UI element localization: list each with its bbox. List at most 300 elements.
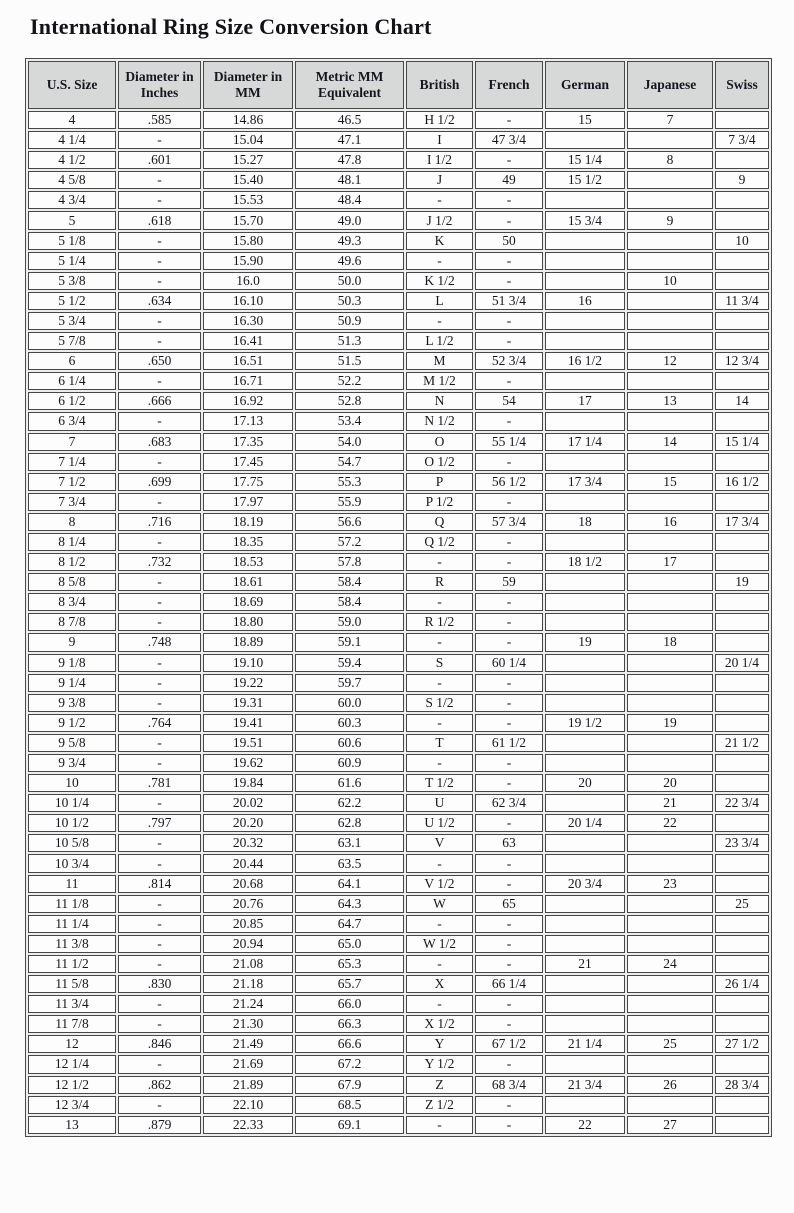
table-cell [545,694,625,712]
table-cell: - [118,593,201,611]
table-cell [627,453,713,471]
table-cell [715,412,769,430]
table-cell: 68.5 [295,1096,404,1114]
table-cell: - [475,754,543,772]
table-cell: 12 1/4 [28,1055,116,1073]
table-cell: 15.40 [203,171,293,189]
table-cell: 62.8 [295,814,404,832]
table-cell [715,694,769,712]
table-cell: 15.90 [203,252,293,270]
table-cell [627,854,713,872]
table-cell: - [475,774,543,792]
table-cell: - [475,915,543,933]
table-cell: - [118,754,201,772]
table-cell: 19.62 [203,754,293,772]
table-cell: 55.9 [295,493,404,511]
table-cell [627,593,713,611]
table-cell [545,1055,625,1073]
table-cell: - [118,613,201,631]
table-cell: 56.6 [295,513,404,531]
table-cell [715,151,769,169]
table-cell: 18 [545,513,625,531]
table-cell [545,734,625,752]
table-cell: 6 3/4 [28,412,116,430]
table-cell: - [475,593,543,611]
table-cell: 65.7 [295,975,404,993]
table-cell [715,272,769,290]
table-cell [627,412,713,430]
table-cell: 59.0 [295,613,404,631]
table-cell: 21 [627,794,713,812]
table-cell: 4 [28,111,116,129]
table-cell: 64.3 [295,895,404,913]
table-cell: 18.61 [203,573,293,591]
table-row [28,955,769,973]
table-cell: 11 [28,875,116,893]
table-cell: 19.51 [203,734,293,752]
table-cell: 7 1/2 [28,473,116,491]
table-cell: 8 3/4 [28,593,116,611]
table-cell: W [406,895,473,913]
table-cell: 13 [28,1116,116,1134]
table-cell: 12 3/4 [28,1096,116,1114]
table-cell [627,573,713,591]
table-cell: 21.08 [203,955,293,973]
table-cell: - [406,312,473,330]
table-cell: 7 3/4 [28,493,116,511]
table-cell [545,854,625,872]
table-cell [627,1055,713,1073]
table-row [28,131,769,149]
table-cell: 11 3/4 [28,995,116,1013]
table-cell: 64.7 [295,915,404,933]
table-cell [715,995,769,1013]
table-cell: 5 3/8 [28,272,116,290]
table-cell: J [406,171,473,189]
table-cell: .699 [118,473,201,491]
table-cell: 16 [545,292,625,310]
table-cell: 59.4 [295,654,404,672]
table-cell: Y 1/2 [406,1055,473,1073]
table-cell [715,613,769,631]
table-cell: P [406,473,473,491]
table-cell: - [406,854,473,872]
table-cell: 20.76 [203,895,293,913]
table-cell: 21.30 [203,1015,293,1033]
table-cell: 19 1/2 [545,714,625,732]
table-cell: 20.44 [203,854,293,872]
table-cell: K 1/2 [406,272,473,290]
table-cell: 18.53 [203,553,293,571]
table-cell: 59.7 [295,674,404,692]
table-cell: - [475,1096,543,1114]
table-cell: - [475,533,543,551]
table-cell: 61 1/2 [475,734,543,752]
table-cell: .797 [118,814,201,832]
table-cell: M [406,352,473,370]
table-cell: L [406,292,473,310]
table-cell [627,654,713,672]
table-row [28,814,769,832]
table-header [28,61,769,109]
table-cell: 17 [627,553,713,571]
table-cell: .683 [118,433,201,451]
table-cell: - [475,814,543,832]
table-cell: 19.10 [203,654,293,672]
table-cell [545,272,625,290]
table-cell: 50.3 [295,292,404,310]
table-cell: 20.68 [203,875,293,893]
table-cell: 25 [627,1035,713,1053]
table-cell [715,1096,769,1114]
table-cell: - [475,1015,543,1033]
table-cell: - [475,1116,543,1134]
table-cell: 11 5/8 [28,975,116,993]
table-cell: 15 1/2 [545,171,625,189]
table-cell: Q [406,513,473,531]
table-row [28,211,769,229]
table-cell: - [475,332,543,350]
table-cell: 5 7/8 [28,332,116,350]
table-cell: Z [406,1076,473,1094]
table-cell: 26 1/4 [715,975,769,993]
table-cell: 17.97 [203,493,293,511]
table-row [28,111,769,129]
table-cell: 24 [627,955,713,973]
table-cell [545,613,625,631]
table-cell: 9 3/8 [28,694,116,712]
table-cell: - [475,674,543,692]
table-cell: 16.71 [203,372,293,390]
table-cell: 19.84 [203,774,293,792]
table-row [28,473,769,491]
table-cell: 16.51 [203,352,293,370]
table-cell: 58.4 [295,573,404,591]
table-cell: U 1/2 [406,814,473,832]
table-cell: - [118,834,201,852]
table-cell: 19 [715,573,769,591]
table-cell [545,573,625,591]
table-header-row [28,61,769,109]
table-cell: 17.45 [203,453,293,471]
table-row [28,352,769,370]
table-cell: 66 1/4 [475,975,543,993]
table-row [28,935,769,953]
table-cell: 15.04 [203,131,293,149]
table-cell: 19.31 [203,694,293,712]
table-cell: 18 1/2 [545,553,625,571]
table-cell: 22 [545,1116,625,1134]
table-cell: K [406,232,473,250]
table-cell [715,674,769,692]
table-row [28,191,769,209]
table-cell [715,211,769,229]
table-cell: - [118,895,201,913]
table-cell [545,593,625,611]
table-cell: 22 [627,814,713,832]
table-cell: - [118,654,201,672]
page-title: International Ring Size Conversion Chart [30,14,432,39]
table-cell: 6 1/2 [28,392,116,410]
table-cell: 63.5 [295,854,404,872]
table-cell: H 1/2 [406,111,473,129]
table-cell: 17 3/4 [545,473,625,491]
table-cell: I [406,131,473,149]
table-cell [545,372,625,390]
table-cell: 18.89 [203,633,293,651]
table-cell: 60.3 [295,714,404,732]
table-cell: - [406,593,473,611]
table-row [28,292,769,310]
table-cell: 66.0 [295,995,404,1013]
table-cell [545,1015,625,1033]
table-cell: .781 [118,774,201,792]
table-cell: J 1/2 [406,211,473,229]
table-row [28,633,769,651]
table-cell: - [475,995,543,1013]
table-cell [627,613,713,631]
table-cell: 20 3/4 [545,875,625,893]
table-cell: R [406,573,473,591]
table-cell: T [406,734,473,752]
table-cell: 20.20 [203,814,293,832]
table-cell: - [118,995,201,1013]
table-cell [627,915,713,933]
table-cell [627,131,713,149]
table-row [28,895,769,913]
table-cell: 15.70 [203,211,293,229]
table-cell: - [118,533,201,551]
table-cell: 55.3 [295,473,404,491]
table-cell: 56 1/2 [475,473,543,491]
table-cell: 16 1/2 [545,352,625,370]
table-row [28,875,769,893]
table-cell [627,332,713,350]
table-row [28,674,769,692]
table-cell: 10 [715,232,769,250]
table-cell: X [406,975,473,993]
table-cell: 9 5/8 [28,734,116,752]
table-cell: 15 3/4 [545,211,625,229]
table-cell: 10 [627,272,713,290]
column-header: British [406,61,473,109]
table-cell: - [406,674,473,692]
table-row [28,252,769,270]
table-cell: .764 [118,714,201,732]
table-cell: 15 [627,473,713,491]
table-cell: - [118,573,201,591]
table-cell: 16.0 [203,272,293,290]
table-cell: 7 3/4 [715,131,769,149]
table-cell: R 1/2 [406,613,473,631]
table-cell [715,191,769,209]
table-cell [715,633,769,651]
table-cell: P 1/2 [406,493,473,511]
table-cell [627,834,713,852]
table-cell: 61.6 [295,774,404,792]
table-cell: 15.80 [203,232,293,250]
table-cell: 10 [28,774,116,792]
table-cell: 9 1/4 [28,674,116,692]
table-row [28,573,769,591]
table-cell: 17 1/4 [545,433,625,451]
table-cell: 21.18 [203,975,293,993]
table-cell [545,252,625,270]
table-cell: 67.2 [295,1055,404,1073]
table-cell [545,674,625,692]
table-row [28,714,769,732]
table-cell: 28 3/4 [715,1076,769,1094]
table-cell: 59 [475,573,543,591]
table-cell: 20 1/4 [715,654,769,672]
table-cell: 15 1/4 [545,151,625,169]
table-cell: 49.0 [295,211,404,229]
table-cell: - [118,252,201,270]
table-cell: - [406,1116,473,1134]
table-cell: - [118,493,201,511]
table-cell: - [475,453,543,471]
table-cell [545,834,625,852]
table-cell [545,1096,625,1114]
table-cell: 62.2 [295,794,404,812]
table-cell: - [118,171,201,189]
table-cell: 19.22 [203,674,293,692]
table-cell: 21 1/2 [715,734,769,752]
table-cell: 20.94 [203,935,293,953]
table-cell: U [406,794,473,812]
table-cell [627,895,713,913]
table-cell [715,854,769,872]
table-cell: 47.8 [295,151,404,169]
table-cell: - [118,694,201,712]
table-row [28,1096,769,1114]
table-cell: 51.3 [295,332,404,350]
table-cell: 16.10 [203,292,293,310]
table-cell: 17.35 [203,433,293,451]
table-cell: - [475,935,543,953]
table-cell: 52 3/4 [475,352,543,370]
table-cell: 8 [28,513,116,531]
table-cell: 7 [627,111,713,129]
table-cell [715,553,769,571]
table-cell: 20.02 [203,794,293,812]
table-cell: 53.4 [295,412,404,430]
table-cell: 46.5 [295,111,404,129]
table-cell [627,372,713,390]
table-cell: - [475,211,543,229]
table-cell: - [406,955,473,973]
table-cell: - [406,633,473,651]
table-row [28,613,769,631]
table-cell: 11 3/8 [28,935,116,953]
table-cell: 62 3/4 [475,794,543,812]
table-cell: 12 [627,352,713,370]
table-cell: - [118,935,201,953]
table-cell: .879 [118,1116,201,1134]
table-cell: .716 [118,513,201,531]
table-cell: 17.75 [203,473,293,491]
table-cell: 4 5/8 [28,171,116,189]
table-cell: 9 [627,211,713,229]
table-cell: .814 [118,875,201,893]
table-cell: 8 5/8 [28,573,116,591]
table-row [28,1076,769,1094]
table-cell: T 1/2 [406,774,473,792]
table-cell [545,191,625,209]
table-cell: 21.89 [203,1076,293,1094]
table-cell [545,131,625,149]
table-cell [715,814,769,832]
table-cell: 57.8 [295,553,404,571]
table-cell: 48.1 [295,171,404,189]
table-cell: 22 3/4 [715,794,769,812]
table-cell [627,232,713,250]
table-cell: 20 1/4 [545,814,625,832]
table-cell: - [406,191,473,209]
table-cell: - [475,1055,543,1073]
column-header: Japanese [627,61,713,109]
table-cell: - [406,553,473,571]
table-cell: .618 [118,211,201,229]
table-cell [627,995,713,1013]
table-cell: 49.6 [295,252,404,270]
table-row [28,272,769,290]
table-cell: - [118,955,201,973]
table-cell: 18.35 [203,533,293,551]
table-cell: V [406,834,473,852]
table-cell: - [118,794,201,812]
table-cell: - [118,412,201,430]
table-cell [627,252,713,270]
table-cell: 63 [475,834,543,852]
table-cell: 57 3/4 [475,513,543,531]
table-cell: 8 1/4 [28,533,116,551]
table-cell [715,593,769,611]
table-cell [715,111,769,129]
table-cell: 23 3/4 [715,834,769,852]
table-cell [545,915,625,933]
table-cell: 65 [475,895,543,913]
table-cell: 60.6 [295,734,404,752]
table-cell: 4 1/4 [28,131,116,149]
table-cell [627,1015,713,1033]
table-row [28,553,769,571]
table-row [28,774,769,792]
table-cell: 65.3 [295,955,404,973]
table-row [28,794,769,812]
table-cell: M 1/2 [406,372,473,390]
table-cell [545,794,625,812]
table-cell: - [475,694,543,712]
table-cell: 14 [627,433,713,451]
table-cell: .862 [118,1076,201,1094]
table-cell: O 1/2 [406,453,473,471]
table-cell: 4 1/2 [28,151,116,169]
table-cell: - [118,854,201,872]
table-cell: 47 3/4 [475,131,543,149]
table-row [28,332,769,350]
table-cell: 50.0 [295,272,404,290]
table-cell: 5 3/4 [28,312,116,330]
table-cell: - [475,955,543,973]
table-cell: - [475,191,543,209]
table-cell: 50 [475,232,543,250]
column-header: Metric MM Equivalent [295,61,404,109]
table-cell [545,533,625,551]
table-cell [715,493,769,511]
table-cell [715,1055,769,1073]
table-row [28,453,769,471]
